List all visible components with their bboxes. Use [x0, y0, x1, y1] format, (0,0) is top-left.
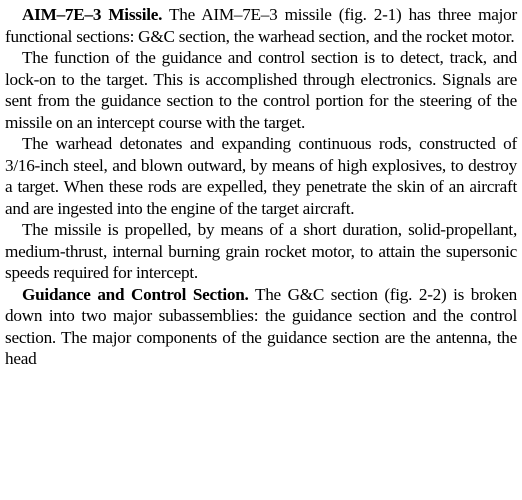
paragraph-text: The missile is propelled, by means of a short duration, solid-propellant, medium-thrust, internal burning grain rocket motor, to attain the supersonic speeds required for intercept.: [5, 220, 517, 282]
heading-aim-7e-3-missile: AIM–7E–3 Missile.: [22, 5, 163, 24]
paragraph-warhead: [5, 133, 517, 219]
paragraph-text: The AIM–7E–3 missile (fig. 2-1) has three major functional sections: G&C section, the warhead section, and the rocket motor.: [5, 5, 517, 46]
paragraph-text: The warhead detonates and expanding continuous rods, constructed of 3/16-inch steel, and blown outward, by means of high explosives, to destroy a target. When these rods are expelled, they penetrate the skin of an aircraft and are ingested into the engine of the target aircraft.: [5, 134, 517, 218]
paragraph-rocket-motor: [5, 219, 517, 284]
paragraph-text: The G&C section (fig. 2-2) is broken down into two major subassemblies: the guidance section and the control section. The major components of the guidance section are the antenna, the head: [5, 284, 518, 368]
document-page: [5, 4, 517, 370]
paragraph-text: The function of the guidance and control section is to detect, track, and lock-on to the target. This is accomplished through electronics. Signals are sent from the guidance section to the control portion for the steering of the missile on an intercept course with the target.: [5, 48, 517, 132]
paragraph-guidance-function: [5, 47, 517, 133]
paragraph-missile-overview: [5, 4, 517, 47]
paragraph-gc-section: [5, 284, 517, 370]
heading-guidance-and-control-section: Guidance and Control Section.: [22, 284, 249, 304]
